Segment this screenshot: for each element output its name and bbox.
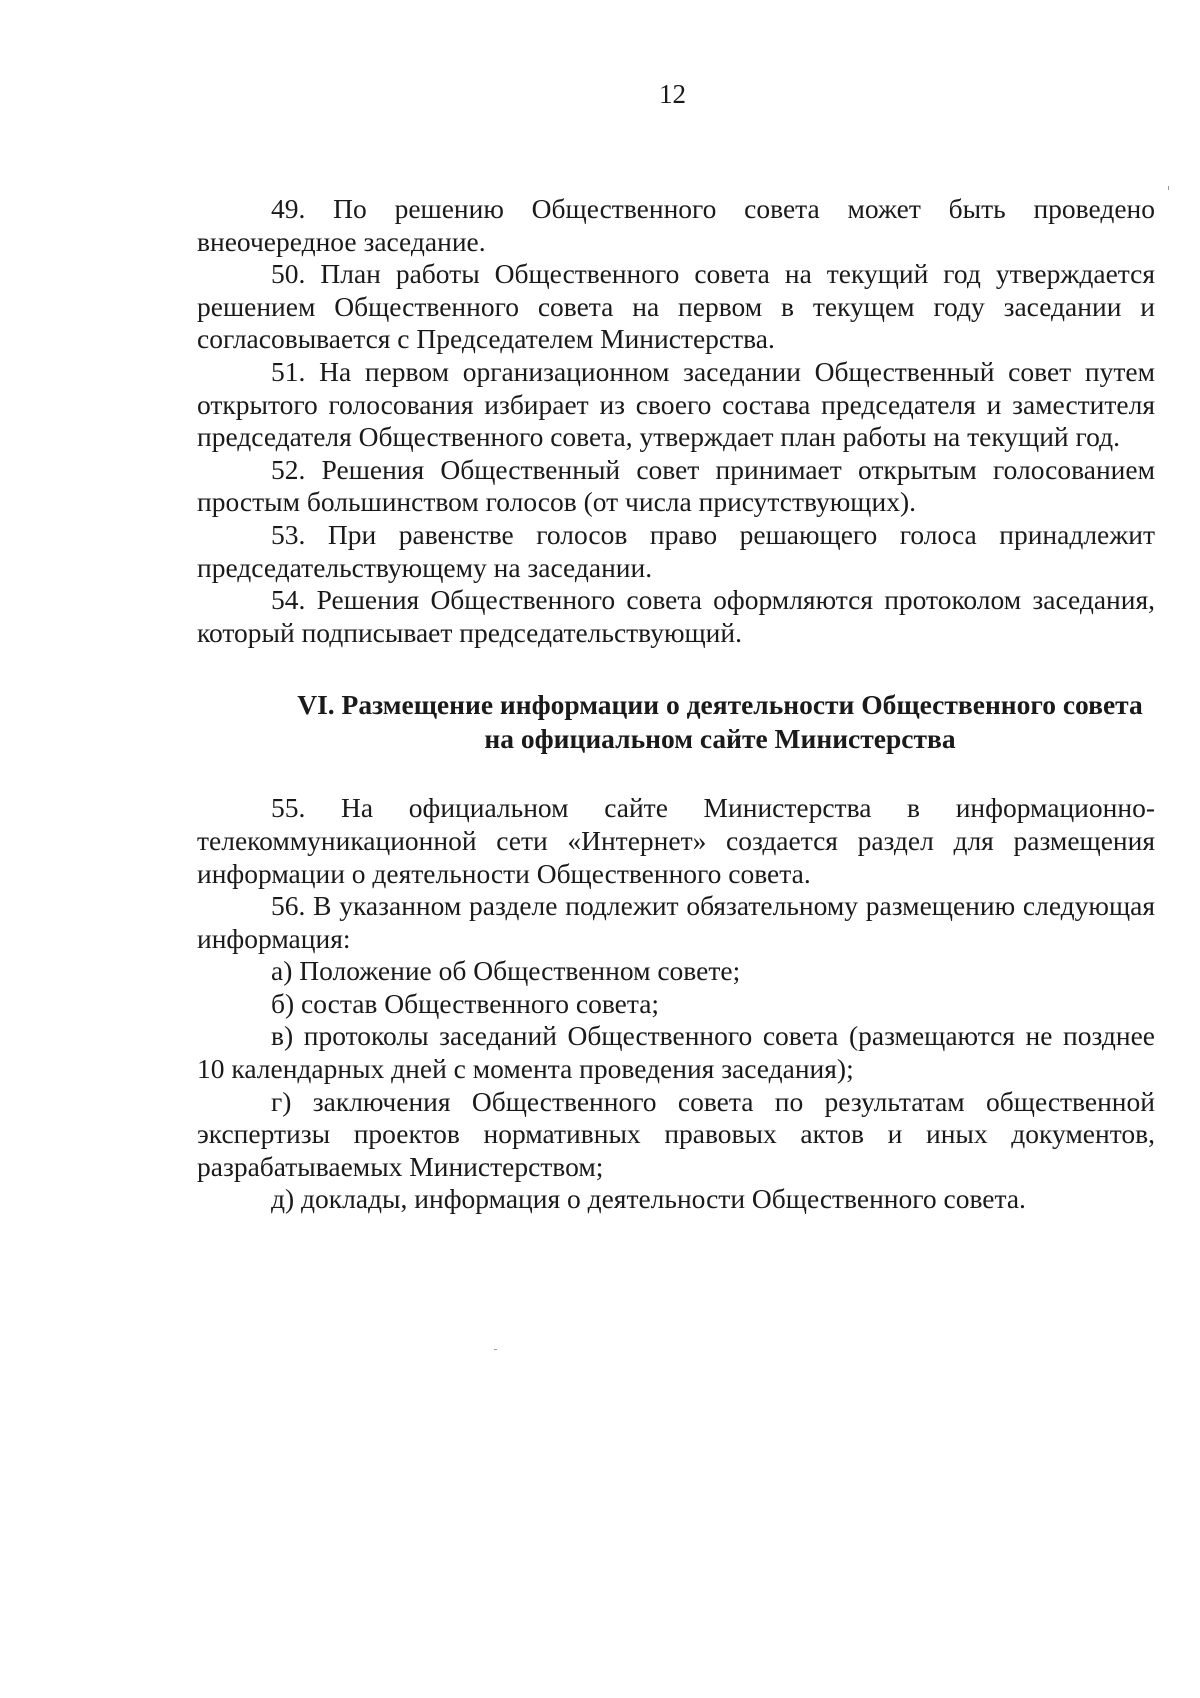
paragraph-54: 54. Решения Общественного совета оформляются протоколом заседания, который подписывает председательствующий. bbox=[197, 584, 1155, 648]
paragraph-56: 56. В указанном разделе подлежит обязательному размещению следующая информация: bbox=[197, 890, 1155, 954]
document-body bbox=[197, 193, 1155, 1216]
paragraph-49: 49. По решению Общественного совета может быть проведено внеочередное заседание. bbox=[197, 193, 1155, 257]
paragraph-55: 55. На официальном сайте Министерства в информационно-телекоммуникационной сети «Интернет» создается раздел для размещения информации о деятельности Общественного совета. bbox=[197, 792, 1155, 889]
list-item-d: д) доклады, информация о деятельности Общественного совета. bbox=[271, 1183, 1026, 1215]
section-heading-line-2: на официальном сайте Министерства bbox=[484, 723, 956, 755]
paragraph-51: 51. На первом организационном заседании Общественный совет путем открытого голосования избирает из своего состава председателя и заместителя председателя Общественного совета, утверждает план работы на текущий год. bbox=[197, 355, 1155, 453]
list-item-a: а) Положение об Общественном совете; bbox=[271, 955, 741, 987]
section-heading-line-1: VI. Размещение информации о деятельности Общественного совета bbox=[297, 689, 1143, 721]
list-item-b: б) состав Общественного совета; bbox=[271, 987, 660, 1019]
paragraph-50: 50. План работы Общественного совета на текущий год утверждается решением Общественного совета на первом в текущем году заседании и согласовывается с Председателем Министерства. bbox=[197, 258, 1155, 355]
section-heading bbox=[197, 688, 1155, 756]
paragraph-53: 53. При равенстве голосов право решающего голоса принадлежит председательствующему на заседании. bbox=[197, 518, 1155, 583]
scan-speck bbox=[494, 1349, 497, 1350]
list-item-g: г) заключения Общественного совета по результатам общественной экспертизы проектов нормативных правовых актов и иных документов, разрабатываемых Министерством; bbox=[197, 1085, 1155, 1182]
page-number: 12 bbox=[659, 79, 686, 109]
scan-speck bbox=[1168, 186, 1169, 190]
paragraph-52: 52. Решения Общественный совет принимает открытым голосованием простым большинством голосов (от числа присутствующих). bbox=[197, 453, 1155, 518]
list-item-v: в) протоколы заседаний Общественного совета (размещаются не позднее 10 календарных дней с момента проведения заседания); bbox=[197, 1020, 1155, 1085]
